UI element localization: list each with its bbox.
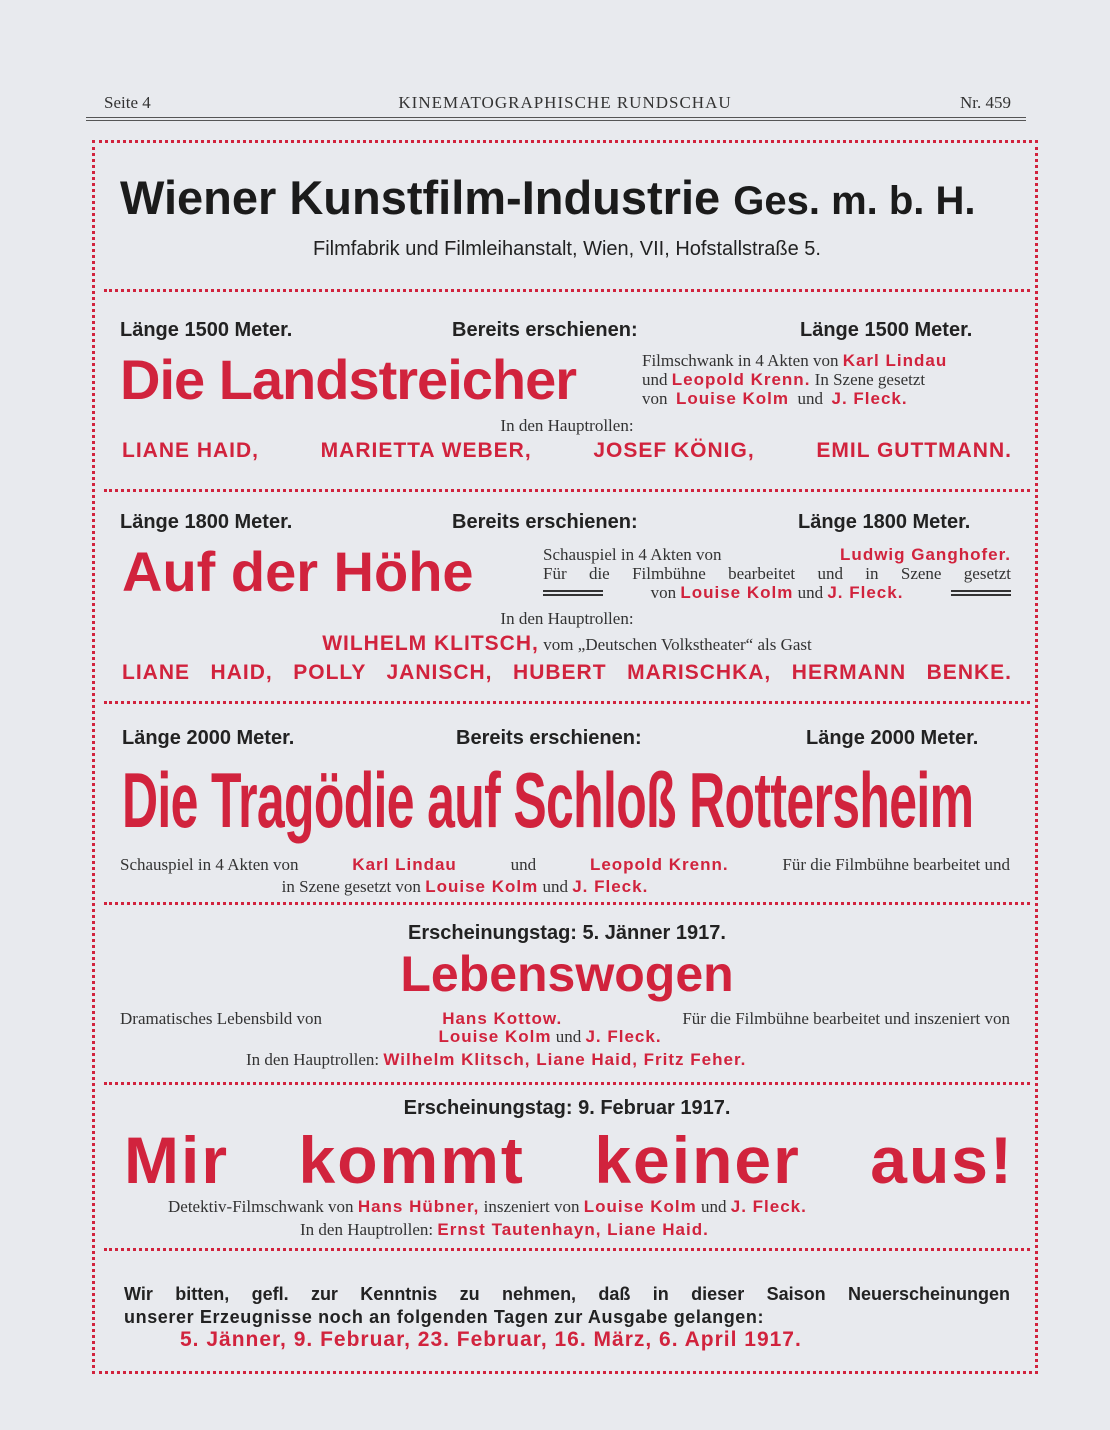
issue-number: Nr. 459 <box>960 93 1011 112</box>
film-title: Lebenswogen <box>400 946 734 1002</box>
page-number: Seite 4 <box>104 93 151 112</box>
divider <box>104 489 1030 492</box>
film-description: Dramatisches Lebensbild von Hans Kottow. Für die Filmbühne bearbeitet und inszeniert von Louise Kolm und J. Fleck. <box>120 1009 1010 1046</box>
notice-line: unserer Erzeugnisse noch an folgenden Tagen zur Ausgabe gelangen: <box>124 1307 765 1327</box>
guest-star: WILHELM KLITSCH, vom „Deutschen Volkstheater“ als Gast <box>322 632 812 655</box>
cast-line: In den Hauptrollen: Ernst Tautenhayn, Liane Haid. <box>300 1220 709 1239</box>
notice-line: Wir bitten, gefl. zur Kenntnis zu nehmen, daß in dieser Saison Neuerscheinungen <box>124 1284 1010 1304</box>
film-title: Die Tragödie auf Schloß Rottersheim <box>122 756 974 844</box>
film-length: Länge 1500 Meter. <box>800 319 973 341</box>
film-description: Schauspiel in 4 Akten von Ludwig Ganghofer. Für die Filmbühne bearbeitet und in Szene gesetzt von Louise Kolm und J. Fleck. <box>543 545 1011 602</box>
divider <box>104 1082 1030 1085</box>
divider <box>104 1248 1030 1251</box>
cast-list: LIANE HAID, MARIETTA WEBER, JOSEF KÖNIG, EMIL GUTTMANN. <box>122 439 1012 462</box>
release-date: Erscheinungstag: 5. Jänner 1917. <box>408 922 726 944</box>
film-length: Länge 1800 Meter. <box>120 511 293 533</box>
cast-line: In den Hauptrollen: Wilhelm Klitsch, Liane Haid, Fritz Feher. <box>246 1050 747 1069</box>
film-description: Filmschwank in 4 Akten von Karl Lindau und Leopold Krenn. In Szene gesetzt von Louise Kolm und J. Fleck. <box>642 351 948 408</box>
header-rule <box>86 120 1026 121</box>
cast-label: In den Hauptrollen: <box>500 416 634 435</box>
journal-title: KINEMATOGRAPHISCHE RUNDSCHAU <box>398 93 732 112</box>
film-title: Die Landstreicher <box>120 348 577 411</box>
divider <box>104 902 1030 905</box>
film-title: Auf der Höhe <box>122 540 474 603</box>
film-status: Bereits erschienen: <box>452 319 638 341</box>
cast-label: In den Hauptrollen: <box>500 609 634 628</box>
divider <box>104 289 1030 292</box>
company-name: Wiener Kunstfilm-Industrie Ges. m. b. H. <box>120 171 976 224</box>
film-length: Länge 2000 Meter. <box>806 727 979 749</box>
film-length: Länge 1800 Meter. <box>798 511 971 533</box>
divider <box>104 701 1030 704</box>
release-date: Erscheinungstag: 9. Februar 1917. <box>403 1097 731 1119</box>
company-subtitle: Filmfabrik und Filmleihanstalt, Wien, VII, Hofstallstraße 5. <box>313 238 821 260</box>
header-rule <box>86 117 1026 118</box>
film-description: Schauspiel in 4 Akten von Karl Lindau und Leopold Krenn. Für die Filmbühne bearbeitet und in Szene gesetzt von Louise Kolm und J. Fleck. <box>120 855 1010 896</box>
film-title: Mir kommt keiner aus! <box>124 1123 1014 1197</box>
release-dates: 5. Jänner, 9. Februar, 23. Februar, 16. März, 6. April 1917. <box>180 1328 802 1351</box>
cast-list: LIANE HAID, POLLY JANISCH, HUBERT MARISCHKA, HERMANN BENKE. <box>122 661 1012 684</box>
film-length: Länge 1500 Meter. <box>120 319 293 341</box>
film-status: Bereits erschienen: <box>456 727 642 749</box>
film-status: Bereits erschienen: <box>452 511 638 533</box>
film-description: Detektiv-Filmschwank von Hans Hübner, inszeniert von Louise Kolm und J. Fleck. <box>168 1197 807 1216</box>
film-length: Länge 2000 Meter. <box>122 727 295 749</box>
